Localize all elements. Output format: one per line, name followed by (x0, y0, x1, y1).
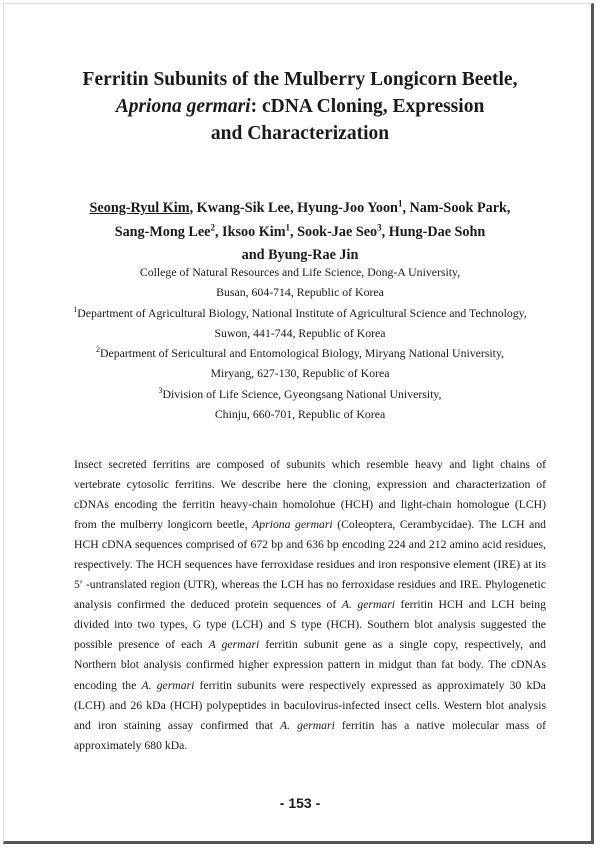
author-separator: , (290, 223, 298, 240)
affiliation-line (40, 384, 560, 404)
species-name: A. germari (141, 678, 195, 692)
author-affiliation-mark: 1 (285, 221, 291, 232)
affiliation-address: Suwon, 441-744, Republic of Korea (214, 325, 386, 340)
abstract-text: (Coleoptera, Cerambycidae). The LCH and HCH cDNA sequences comprised of 672 bp and 636 bp encoding 224 and 212 amino acid residues, respectively. The HCH sequences have ferroxidase residues and iron responsive element (IRE) at its 5′ -untranslated region (UTR), whereas the LCH has no ferroxidase residues and IRE. Phylogenetic analysis confirmed the deduced protein sequences of (74, 518, 547, 612)
affiliation-line: College of Natural Resources and Life Science, Dong-A University, (139, 265, 461, 279)
paper-title (40, 66, 560, 147)
affiliation-list (40, 262, 560, 424)
author-affiliation-mark: 2 (210, 221, 215, 232)
abstract-text: Insect secreted ferritins are composed of subunits which resemble heavy and light chains of vertebrate cytosolic ferritins. We describe here the cloning, expression and characterization of cDNAs encoding the ferritin heavy-chain homolohue (HCH) and light-chain homologue (LCH) from the mulberry longicorn beetle, (74, 458, 546, 532)
author-affiliation-mark: 1 (397, 198, 403, 209)
affiliation-mark: 1 (73, 304, 78, 314)
title-line-1: Ferritin Subunits of the Mulberry Longicorn Beetle, (82, 69, 518, 90)
affiliation-address: Busan, 604-714, Republic of Korea (216, 285, 384, 300)
title-species: Apriona germari (115, 96, 251, 117)
abstract-text: ferritin HCH and LCH being divided into two types, G type (LCH) and S type (HCH). Southern blot analysis suggested the possible presence of each (74, 598, 546, 652)
author-name: Seong-Ryul Kim (89, 200, 190, 216)
author-separator: , (214, 223, 223, 240)
author-name: Iksoo Kim (222, 223, 286, 240)
author-separator: , (189, 200, 197, 216)
title-line-3: and Characterization (210, 123, 390, 144)
species-name: A germari (208, 638, 260, 652)
affiliation-text: Department of Agricultural Biology, National Institute of Agricultural Science and Technology, (77, 305, 527, 320)
title-line-2-rest: : cDNA Cloning, Expression (250, 96, 485, 117)
affiliation-address: Chinju, 660-701, Republic of Korea (214, 407, 386, 422)
abstract-text: ferritin has a native molecular mass of approximately 680 kDa. (74, 718, 546, 752)
abstract-text: ferritin subunit gene as a single copy, respectively, and Northern blot analysis confirmed higher expression pattern in midgut than fat body. The cDNAs encoding the (74, 638, 546, 692)
species-name: Apriona germari (252, 518, 333, 532)
author-name: Nam-Sook Park (409, 200, 507, 216)
species-name: A. germari (341, 598, 396, 612)
author-name: Hyung-Joo Yoon (297, 200, 398, 216)
author-name: Kwang-Sik Lee (196, 200, 291, 216)
affiliation-mark: 3 (158, 385, 163, 395)
author-separator: , (506, 200, 511, 216)
author-name: Byung-Rae Jin (268, 247, 359, 263)
page-number: - 153 - (279, 795, 321, 811)
author-separator: , (402, 200, 410, 216)
author-separator: , (290, 200, 298, 216)
affiliation-address: Miryang, 627-130, Republic of Korea (210, 366, 390, 381)
author-list (40, 197, 560, 268)
author-line-2 (40, 221, 560, 245)
affiliation-mark: 2 (95, 345, 100, 355)
abstract-paragraph (74, 455, 546, 756)
author-affiliation-mark: 3 (377, 221, 382, 232)
affiliation-text: Division of Life Science, Gyeongsang National University, (162, 386, 442, 401)
title-line-2 (40, 93, 560, 120)
author-name: Sook-Jae Seo (297, 223, 378, 240)
author-line-1 (40, 197, 560, 221)
affiliation-text: Department of Sericultural and Entomological Biology, Miryang National University, (99, 346, 505, 361)
author-name: Sang-Mong Lee (114, 223, 211, 240)
affiliation-line (40, 303, 560, 323)
species-name: A. germari (280, 718, 335, 732)
author-separator: , (381, 223, 389, 240)
author-name: Hung-Dae Sohn (388, 223, 486, 240)
abstract-text: ferritin subunits were respectively expressed as approximately 30 kDa (LCH) and 26 kDa (HCH) polypeptides in baculovirus-infected insect cells. Western blot analysis and iron staining assay confirmed that (74, 678, 546, 732)
author-conjunction: and (241, 247, 269, 263)
affiliation-line (40, 343, 560, 363)
